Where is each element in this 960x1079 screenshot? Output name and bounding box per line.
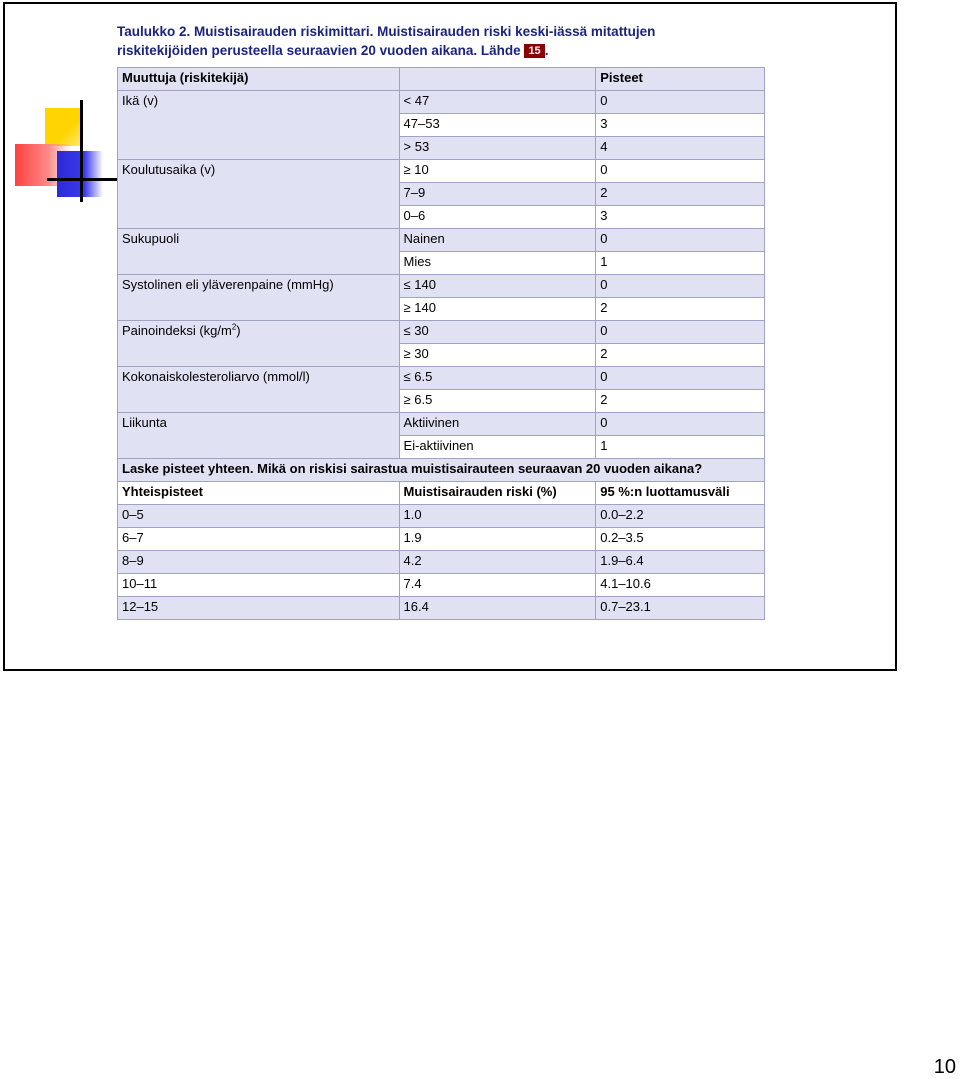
summary-cell: 12–15 bbox=[118, 597, 400, 620]
variable-label: Ikä (v) bbox=[122, 93, 159, 108]
points-cell: 0 bbox=[596, 91, 765, 114]
summary-cell: 7.4 bbox=[399, 574, 596, 597]
summary-cell: 4.2 bbox=[399, 551, 596, 574]
points-cell: 0 bbox=[596, 229, 765, 252]
variable-cell bbox=[118, 275, 400, 321]
points-cell: 2 bbox=[596, 298, 765, 321]
points-cell: 2 bbox=[596, 390, 765, 413]
value-cell: Nainen bbox=[399, 229, 596, 252]
points-cell: 0 bbox=[596, 367, 765, 390]
value-cell: Aktiivinen bbox=[399, 413, 596, 436]
variable-label: Systolinen eli yläverenpaine (mmHg) bbox=[122, 277, 334, 292]
column-header bbox=[399, 68, 596, 91]
variable-cell bbox=[118, 229, 400, 275]
risk-table bbox=[117, 67, 765, 620]
points-cell: 0 bbox=[596, 321, 765, 344]
table-row bbox=[118, 229, 765, 252]
table-row bbox=[118, 160, 765, 183]
variable-label: Sukupuoli bbox=[122, 231, 180, 246]
variable-cell bbox=[118, 91, 400, 160]
value-cell: < 47 bbox=[399, 91, 596, 114]
value-cell: ≤ 6.5 bbox=[399, 367, 596, 390]
summary-row bbox=[118, 597, 765, 620]
points-cell: 0 bbox=[596, 413, 765, 436]
points-cell: 1 bbox=[596, 252, 765, 275]
question-text: Laske pisteet yhteen. Mikä on riskisi sairastua muistisairauteen seuraavan 20 vuoden aikana? bbox=[118, 459, 765, 482]
summary-cell: 1.0 bbox=[399, 505, 596, 528]
caption-suffix: . bbox=[544, 43, 549, 58]
summary-cell: 0–5 bbox=[118, 505, 400, 528]
summary-column-header: Muistisairauden riski (%) bbox=[399, 482, 596, 505]
value-cell: ≤ 30 bbox=[399, 321, 596, 344]
variable-cell bbox=[118, 160, 400, 229]
summary-header-row bbox=[118, 482, 765, 505]
value-cell: 7–9 bbox=[399, 183, 596, 206]
variable-label: Liikunta bbox=[122, 415, 167, 430]
summary-cell: 1.9–6.4 bbox=[596, 551, 765, 574]
variable-cell bbox=[118, 321, 400, 367]
reference-badge[interactable]: 15 bbox=[524, 44, 544, 58]
summary-cell: 10–11 bbox=[118, 574, 400, 597]
value-cell: Mies bbox=[399, 252, 596, 275]
points-cell: 2 bbox=[596, 183, 765, 206]
value-cell: ≥ 6.5 bbox=[399, 390, 596, 413]
column-header: Pisteet bbox=[596, 68, 765, 91]
summary-row bbox=[118, 551, 765, 574]
table-row bbox=[118, 91, 765, 114]
points-cell: 0 bbox=[596, 160, 765, 183]
value-cell: 47–53 bbox=[399, 114, 596, 137]
summary-row bbox=[118, 528, 765, 551]
table-caption bbox=[117, 22, 717, 60]
summary-cell: 8–9 bbox=[118, 551, 400, 574]
summary-column-header: 95 %:n luottamusväli bbox=[596, 482, 765, 505]
summary-cell: 0.7–23.1 bbox=[596, 597, 765, 620]
summary-cell: 0.2–3.5 bbox=[596, 528, 765, 551]
value-cell: 0–6 bbox=[399, 206, 596, 229]
variable-label: Koulutusaika (v) bbox=[122, 162, 216, 177]
summary-cell: 4.1–10.6 bbox=[596, 574, 765, 597]
value-cell: ≥ 140 bbox=[399, 298, 596, 321]
points-cell: 2 bbox=[596, 344, 765, 367]
caption-text: Taulukko 2. Muistisairauden riskimittari. Muistisairauden riski keski-iässä mitattujen riskitekijöiden perusteella seuraavien 20 vuoden aikana. Lähde bbox=[117, 24, 656, 58]
summary-row bbox=[118, 574, 765, 597]
variable-label-end: ) bbox=[236, 323, 241, 338]
points-cell: 3 bbox=[596, 206, 765, 229]
summary-row bbox=[118, 505, 765, 528]
question-row bbox=[118, 459, 765, 482]
points-cell: 4 bbox=[596, 137, 765, 160]
variable-label: Kokonaiskolesteroliarvo (mmol/l) bbox=[122, 369, 310, 384]
points-cell: 0 bbox=[596, 275, 765, 298]
points-cell: 3 bbox=[596, 114, 765, 137]
variable-label: Painoindeksi (kg/m bbox=[122, 323, 232, 338]
decorative-logo-icon bbox=[5, 4, 135, 214]
table-row bbox=[118, 275, 765, 298]
variable-superscript: 2 bbox=[231, 322, 237, 332]
value-cell: ≤ 140 bbox=[399, 275, 596, 298]
table-row bbox=[118, 413, 765, 436]
summary-cell: 0.0–2.2 bbox=[596, 505, 765, 528]
summary-column-header: Yhteispisteet bbox=[118, 482, 400, 505]
summary-cell: 16.4 bbox=[399, 597, 596, 620]
column-header: Muuttuja (riskitekijä) bbox=[118, 68, 400, 91]
table-row bbox=[118, 321, 765, 344]
table-header-row bbox=[118, 68, 765, 91]
value-cell: Ei-aktiivinen bbox=[399, 436, 596, 459]
table-row bbox=[118, 367, 765, 390]
summary-cell: 1.9 bbox=[399, 528, 596, 551]
value-cell: > 53 bbox=[399, 137, 596, 160]
points-cell: 1 bbox=[596, 436, 765, 459]
page-number: 10 bbox=[933, 1056, 956, 1078]
variable-cell bbox=[118, 413, 400, 459]
variable-cell bbox=[118, 367, 400, 413]
value-cell: ≥ 10 bbox=[399, 160, 596, 183]
value-cell: ≥ 30 bbox=[399, 344, 596, 367]
summary-cell: 6–7 bbox=[118, 528, 400, 551]
